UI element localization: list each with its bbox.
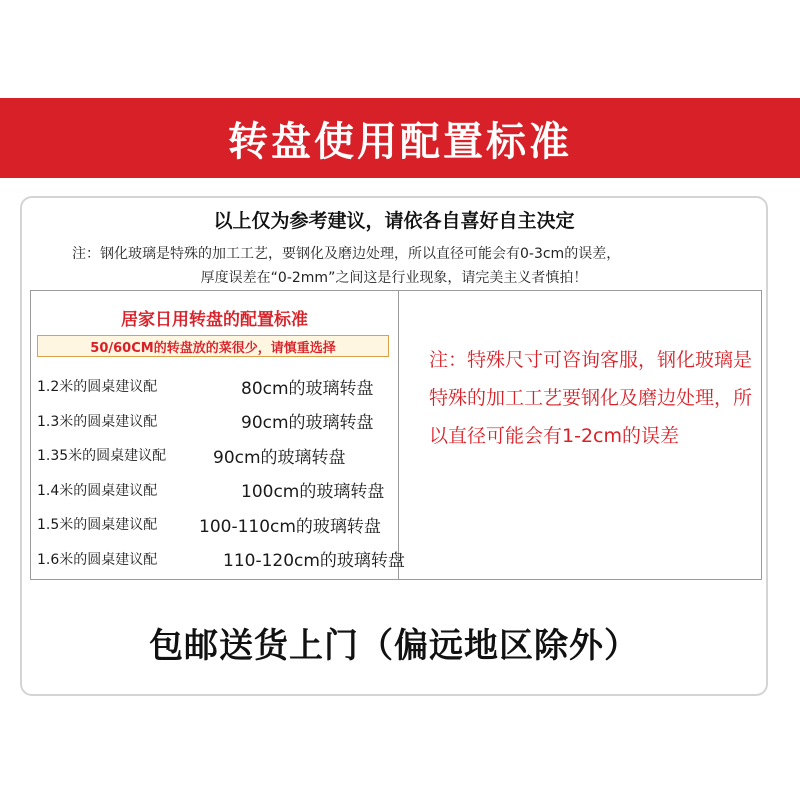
right-panel-note: 注：特殊尺寸可咨询客服，钢化玻璃是特殊的加工工艺要钢化及磨边处理，所以直径可能会有1-2cm的误差 [429,349,753,447]
table-size: 1.4米的圆桌建议配 [37,482,158,499]
turntable-size: 110-120cm的玻璃转盘 [223,551,405,572]
size-row [37,542,405,577]
table-size: 1.35米的圆桌建议配 [37,448,167,465]
size-row [37,507,397,542]
turntable-size: 100-110cm的玻璃转盘 [199,516,381,537]
shipping-note: 包邮送货上门（偏远地区除外） [149,626,639,666]
header-banner [0,98,800,178]
page-title: 转盘使用配置标准 [228,118,572,165]
turntable-size: 100cm的玻璃转盘 [241,482,385,503]
size-row [37,438,397,473]
size-row [37,369,397,404]
note-line-2: 厚度误差在“0-2mm”之间这是行业现象，请完美主义者慎拍！ [200,270,588,286]
subtitle: 以上仅为参考建议，请依各自喜好自主决定 [213,210,575,232]
turntable-size: 90cm的玻璃转盘 [241,413,374,434]
table-size: 1.5米的圆桌建议配 [37,517,158,534]
column-divider [398,291,399,579]
table-size: 1.2米的圆桌建议配 [37,379,158,396]
config-table [30,290,762,580]
left-panel-title: 居家日用转盘的配置标准 [121,310,308,330]
size-row [37,473,397,508]
size-list [37,369,405,576]
table-size: 1.6米的圆桌建议配 [37,551,158,568]
turntable-size: 80cm的玻璃转盘 [241,378,374,399]
config-card [20,196,768,696]
table-size: 1.3米的圆桌建议配 [37,413,158,430]
warning-box: 50/60CM的转盘放的菜很少，请慎重选择 [37,335,389,357]
note-line-1: 注：钢化玻璃是特殊的加工工艺，要钢化及磨边处理，所以直径可能会有0-3cm的误差， [72,246,621,262]
size-row [37,404,397,439]
turntable-size: 90cm的玻璃转盘 [213,447,346,468]
